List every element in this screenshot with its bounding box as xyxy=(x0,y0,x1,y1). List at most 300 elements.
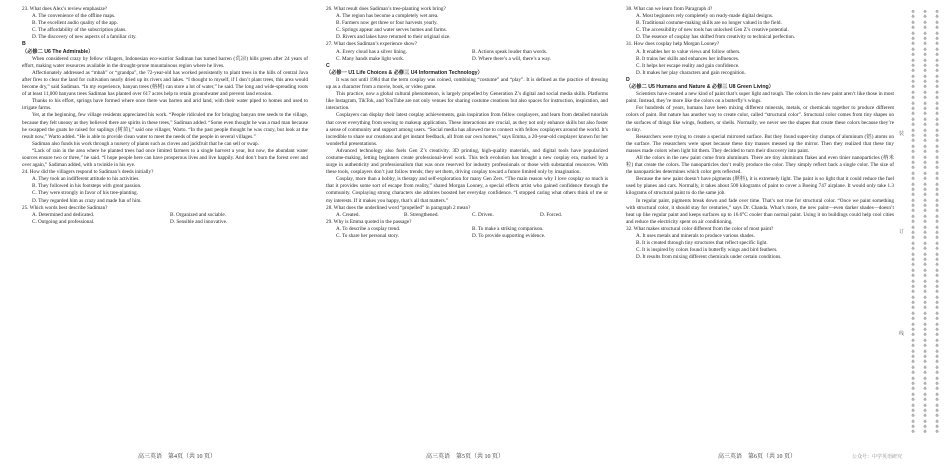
binding-mark: ※ xyxy=(935,349,939,355)
binding-mark: ※ xyxy=(935,414,939,420)
option-a: A. Most beginners rely completely on ready-made digital designs. xyxy=(636,13,774,20)
binding-mark: ※ xyxy=(935,20,939,26)
option-b: B. Organized and sociable. xyxy=(170,211,226,218)
binding-mark: ※ xyxy=(911,425,915,431)
binding-mark: ※ xyxy=(935,198,939,204)
binding-mark: ※ xyxy=(923,317,927,323)
passage-paragraph: Cosplayers can display their latest cosplay achievements, gain inspiration from fellow cosplayers, and learn from detailed tutorials that cover everything from sewing to makeup application. These interactions are crucial, as they not only enhance skills but also foster a sense of community and support among users. “Social media has allowed me to connect with fellow cosplayers around the world. It’s incredible to share our creations and get instant feedback, all from our own homes,” says Emma, a 20-year-old cosplayer known for her wonderful presentations. xyxy=(326,112,608,147)
binding-mark: ※ xyxy=(923,279,927,285)
binding-pattern xyxy=(907,10,943,440)
binding-mark: ※ xyxy=(911,139,915,145)
binding-mark: ※ xyxy=(923,42,927,48)
binding-mark: ※ xyxy=(923,306,927,312)
question-stem: 27. What does Sadiman’s experience show? xyxy=(326,41,417,48)
binding-mark: ※ xyxy=(911,419,915,425)
binding-mark: ※ xyxy=(923,311,927,317)
binding-mark: ※ xyxy=(911,241,915,247)
option-d: D. They regarded him as crazy and made fun of him. xyxy=(32,197,142,204)
binding-mark: ※ xyxy=(911,187,915,193)
side-label-xian: 线 xyxy=(899,331,905,337)
binding-mark: ※ xyxy=(935,101,939,107)
question-stem: 31. How does cosplay help Morgan Looney? xyxy=(626,41,720,48)
binding-mark: ※ xyxy=(935,225,939,231)
binding-mark: ※ xyxy=(911,133,915,139)
binding-mark: ※ xyxy=(911,247,915,253)
binding-mark: ※ xyxy=(935,284,939,290)
binding-mark: ※ xyxy=(911,414,915,420)
binding-mark: ※ xyxy=(935,355,939,360)
passage-paragraph: “Lack of rain in the area where he planted trees had once limited farmers to a single harvest a year, but now, the abundant water sources ensure two or three,” he said. “I hope people here can have prosperous lives and live happily. And don’t burn the forest over and over again,” Sadiman added, with a twinkle in his eye. xyxy=(22,147,308,169)
binding-mark: ※ xyxy=(935,231,939,237)
passage-paragraph: Yet, at the beginning, few village residents appreciated his work. “People ridiculed me for bringing banyan tree seeds to the village, because they felt uneasy as they believed there are spirits in these trees,” Sadiman added. “Some even thought he was a mad man because he swapped the goats he raised for saplings (树苗),” said one villager, Warto. “In the past people thought he was crazy, but look at the result now,” Warto added. “He is able to provide clean water to meet the needs of the people in several villages.” xyxy=(22,112,308,140)
option-c: C. Many hands make light work. xyxy=(336,55,405,62)
binding-mark: ※ xyxy=(923,263,927,269)
binding-mark: ※ xyxy=(923,74,927,80)
binding-mark: ※ xyxy=(935,263,939,269)
page-footer-6: 高三英语 第6页（共 10 页） xyxy=(718,454,797,460)
question-stem: 26. What result does Sadiman’s tree-planting work bring? xyxy=(326,6,446,12)
binding-mark: ※ xyxy=(935,144,939,150)
binding-mark: ※ xyxy=(935,15,939,21)
binding-mark: ※ xyxy=(923,387,927,393)
section-c-letter: C xyxy=(326,62,330,69)
option-a: A. Created. xyxy=(336,211,360,218)
option-a: A. The region has become a completely wet area. xyxy=(336,13,439,20)
binding-mark: ※ xyxy=(923,349,927,355)
question-29 xyxy=(326,219,608,240)
binding-mark: ※ xyxy=(911,117,915,123)
binding-mark: ※ xyxy=(923,36,927,42)
binding-mark: ※ xyxy=(935,80,939,86)
binding-mark: ※ xyxy=(935,241,939,247)
binding-mark: ※ xyxy=(935,133,939,139)
binding-mark: ※ xyxy=(911,182,915,188)
option-d: D. Sensible and innovative. xyxy=(170,218,228,225)
binding-mark: ※ xyxy=(923,333,927,339)
binding-mark: ※ xyxy=(923,225,927,231)
binding-mark: ※ xyxy=(911,252,915,258)
binding-mark: ※ xyxy=(911,209,915,215)
binding-mark: ※ xyxy=(911,112,915,118)
page-footer-5: 高三英语 第5页（共 10 页） xyxy=(426,454,505,460)
binding-mark: ※ xyxy=(923,31,927,37)
binding-mark: ※ xyxy=(911,123,915,129)
passage-paragraph: For hundreds of years, humans have been mixing different minerals, metals, or chemicals together to produce different colors of paint. But nature has another way to create color, called “structural color”. Structural color comes from tiny shapes on the surfaces of things like wings, feathers, or shells. Normally, we never see the shapes that create these colors because they’re so tiny. xyxy=(626,105,894,133)
binding-mark: ※ xyxy=(935,58,939,64)
option-d: D. The discovery of new aspects of a familiar city. xyxy=(32,34,137,41)
binding-mark: ※ xyxy=(935,317,939,323)
passage-paragraph: Affectionately addressed as “mbah” or “grandpa”, the 72-year-old has worked persistently to plant trees in the hills of central Java after fires to clear the land for cultivation nearly dried up its rivers and lakes. “I thought to myself, if I don’t plant trees, this area would become dry,” said Sadiman. “In my experience, banyan trees (榕树) can store a lot of water,” he said. The long and wide-spreading roots of at least 11,000 banyans trees Sadiman has planted over 617 acres help to retain groundwater and prevent land erosion. xyxy=(22,69,308,98)
option-d: D. To provide supporting evidence. xyxy=(472,233,546,239)
binding-mark: ※ xyxy=(923,365,927,371)
binding-mark: ※ xyxy=(911,355,915,360)
option-c: C. They were strongly in favor of his tree-planting. xyxy=(32,190,138,197)
option-a: A. The convenience of the offline maps. xyxy=(32,13,116,20)
binding-mark: ※ xyxy=(911,15,915,21)
binding-mark: ※ xyxy=(911,101,915,107)
section-b-title: （必修二 U6 The Admirable） xyxy=(22,48,94,55)
binding-mark: ※ xyxy=(935,26,939,32)
binding-mark: ※ xyxy=(923,322,927,328)
question-stem: 23. What does Alex’s review emphasize? xyxy=(22,6,108,12)
question-27 xyxy=(326,41,608,62)
binding-mark: ※ xyxy=(911,328,915,334)
binding-mark: ※ xyxy=(911,74,915,80)
watermark-credit: 公众号：中学英语研究 xyxy=(852,454,903,460)
binding-mark: ※ xyxy=(911,338,915,344)
option-a: A. Every cloud has a silver lining. xyxy=(336,48,407,55)
binding-mark: ※ xyxy=(923,128,927,134)
binding-mark: ※ xyxy=(911,20,915,26)
binding-mark: ※ xyxy=(923,187,927,193)
binding-mark: ※ xyxy=(911,204,915,210)
binding-mark: ※ xyxy=(911,90,915,96)
binding-mark: ※ xyxy=(911,295,915,301)
option-d: D. Where there’s a will, there’s a way. xyxy=(472,55,552,62)
binding-mark: ※ xyxy=(923,220,927,226)
binding-mark: ※ xyxy=(935,381,939,387)
binding-mark: ※ xyxy=(923,15,927,21)
option-a: A. Determined and dedicated. xyxy=(32,211,95,218)
binding-mark: ※ xyxy=(911,128,915,134)
option-c: C. Springs appear and water serves homes and farms. xyxy=(336,27,447,34)
binding-mark: ※ xyxy=(923,80,927,86)
binding-mark: ※ xyxy=(911,376,915,382)
passage-b xyxy=(22,56,308,170)
binding-mark: ※ xyxy=(935,425,939,431)
binding-mark: ※ xyxy=(923,371,927,377)
binding-mark: ※ xyxy=(923,171,927,177)
question-stem: 29. Why is Emma quoted in the passage? xyxy=(326,218,412,225)
binding-mark: ※ xyxy=(923,398,927,404)
binding-mark: ※ xyxy=(923,236,927,242)
binding-mark: ※ xyxy=(911,31,915,37)
binding-mark: ※ xyxy=(923,328,927,334)
binding-mark: ※ xyxy=(923,193,927,199)
binding-mark: ※ xyxy=(923,209,927,215)
option-c: C. To share her personal story. xyxy=(336,233,400,239)
section-d-title: （必修二 U5 Humans and Nature & 必修三 U8 Green Living） xyxy=(626,84,774,91)
binding-mark: ※ xyxy=(935,96,939,102)
binding-mark: ※ xyxy=(935,387,939,393)
binding-mark: ※ xyxy=(935,47,939,53)
binding-mark: ※ xyxy=(935,344,939,350)
binding-mark: ※ xyxy=(923,139,927,145)
binding-mark: ※ xyxy=(923,247,927,253)
question-31 xyxy=(626,41,894,76)
binding-mark: ※ xyxy=(935,150,939,156)
binding-mark: ※ xyxy=(935,36,939,42)
option-b: B. Traditional costume-making skills are no longer valued in the field. xyxy=(636,20,782,27)
binding-mark: ※ xyxy=(923,101,927,107)
binding-mark: ※ xyxy=(911,408,915,414)
binding-mark: ※ xyxy=(911,365,915,371)
binding-mark: ※ xyxy=(923,419,927,425)
binding-mark: ※ xyxy=(911,225,915,231)
binding-mark: ※ xyxy=(935,290,939,296)
binding-mark: ※ xyxy=(923,63,927,69)
binding-mark: ※ xyxy=(911,69,915,75)
binding-mark: ※ xyxy=(935,171,939,177)
question-30 xyxy=(626,6,894,41)
binding-mark: ※ xyxy=(923,10,927,15)
binding-mark: ※ xyxy=(911,349,915,355)
passage-paragraph: All the colors in the new paint come from aluminum. There are tiny aluminum flakes and even tinier nanoparticles (纳米粒) that create the colors. The nanoparticles don’t really produce the color. They simply reflect back a single color. The size of the nanoparticles determines which color gets reflected. xyxy=(626,154,894,176)
option-a: A. It uses metals and minerals to produce various shades. xyxy=(636,233,755,239)
binding-mark: ※ xyxy=(911,333,915,339)
binding-mark: ※ xyxy=(911,171,915,177)
binding-mark: ※ xyxy=(935,371,939,377)
option-b: B. They followed in his footsteps with great passion. xyxy=(32,183,142,190)
section-b-letter: B xyxy=(22,41,26,48)
binding-mark: ※ xyxy=(935,236,939,242)
option-b: B. The excellent audio quality of the app. xyxy=(32,20,118,27)
option-b: B. It is created through tiny structures that reflect specific light. xyxy=(636,240,768,247)
binding-mark: ※ xyxy=(923,344,927,350)
binding-mark: ※ xyxy=(935,177,939,183)
binding-mark: ※ xyxy=(923,295,927,301)
question-stem: 24. How did the villagers respond to Sadiman’s deeds initially? xyxy=(22,169,154,176)
binding-mark: ※ xyxy=(935,214,939,220)
binding-mark: ※ xyxy=(911,360,915,366)
option-c: C. Outgoing and professional. xyxy=(32,218,95,225)
passage-paragraph: Scientists have created a new kind of paint that’s super light and tough. The colors in the new paint aren’t like those in most paint. Instead, they’re more like the colors on a butterfly’s wings. xyxy=(626,91,894,105)
binding-mark: ※ xyxy=(911,107,915,113)
binding-mark: ※ xyxy=(935,247,939,253)
binding-mark: ※ xyxy=(935,338,939,344)
binding-mark: ※ xyxy=(923,53,927,59)
binding-mark: ※ xyxy=(923,85,927,91)
binding-mark: ※ xyxy=(923,160,927,166)
option-d: D. It results from mixing different chemicals under certain conditions. xyxy=(636,254,782,261)
question-stem: 30. What can we learn from Paragraph 4? xyxy=(626,6,713,12)
binding-mark: ※ xyxy=(911,274,915,280)
binding-mark: ※ xyxy=(923,96,927,102)
binding-mark: ※ xyxy=(923,290,927,296)
passage-paragraph: Sadiman also funds his work through a nursery of plants such as cloves and jackfruit that he can sell or swap. xyxy=(32,140,259,147)
question-25 xyxy=(22,205,308,226)
page4-column xyxy=(22,6,308,226)
binding-mark: ※ xyxy=(923,376,927,382)
binding-mark: ※ xyxy=(911,160,915,166)
binding-mark: ※ xyxy=(923,26,927,32)
binding-mark: ※ xyxy=(935,74,939,80)
binding-mark: ※ xyxy=(935,311,939,317)
binding-mark: ※ xyxy=(923,257,927,263)
binding-mark: ※ xyxy=(911,198,915,204)
binding-mark: ※ xyxy=(935,333,939,339)
binding-mark: ※ xyxy=(911,36,915,42)
binding-mark: ※ xyxy=(911,430,915,436)
option-a: A. It enables her to value views and follow others. xyxy=(636,48,741,55)
passage-paragraph: Because the new paint doesn’t have pigments (颜料), it is extremely light. The paint is so light that it could reduce the fuel used by planes and cars. Normally, it takes about 500 kilograms of paint to cover a Boeing 747 airplane. It would only take 1.3 kilograms of structural paint to do the same job. xyxy=(626,176,894,197)
binding-mark: ※ xyxy=(923,198,927,204)
binding-mark: ※ xyxy=(911,344,915,350)
binding-mark: ※ xyxy=(935,85,939,91)
binding-mark: ※ xyxy=(911,53,915,59)
binding-mark: ※ xyxy=(911,301,915,307)
binding-mark: ※ xyxy=(923,150,927,156)
binding-mark: ※ xyxy=(911,96,915,102)
option-c: C. Driven. xyxy=(472,211,494,218)
binding-mark: ※ xyxy=(923,155,927,161)
binding-mark: ※ xyxy=(935,252,939,258)
passage-paragraph: This practice, now a global cultural phenomenon, is largely propelled by Generation Z’s digital and social media skills. Platforms like Instagram, TikTok, and YouTube are not only venues for sharing costume creations but also spaces for instruction, inspiration, and interaction. xyxy=(326,91,608,112)
binding-mark: ※ xyxy=(923,214,927,220)
binding-mark: ※ xyxy=(923,414,927,420)
binding-mark: ※ xyxy=(923,231,927,237)
passage-paragraph: In regular paint, pigments break down and fade over time. That’s not true for structural color. “Once we paint something with structural color, it should stay for centuries,” says Dr. Chanda. What’s more, the new paint—even darker shades—doesn’t heat up like regular paint and keeps surfaces up to 16.6°C cooler than normal paint. Using it on buildings could help cool cities and reduce the electricity spent on air conditioning. xyxy=(626,197,894,225)
binding-mark: ※ xyxy=(911,155,915,161)
binding-mark: ※ xyxy=(935,123,939,129)
binding-mark: ※ xyxy=(923,112,927,118)
binding-mark: ※ xyxy=(911,144,915,150)
binding-mark: ※ xyxy=(935,365,939,371)
binding-mark: ※ xyxy=(923,338,927,344)
option-d: D. Rivers and lakes have returned to their original size. xyxy=(336,34,451,41)
binding-mark: ※ xyxy=(923,20,927,26)
option-b: B. To make a striking comparison. xyxy=(472,225,544,232)
binding-mark: ※ xyxy=(923,403,927,409)
binding-mark: ※ xyxy=(935,182,939,188)
binding-mark: ※ xyxy=(911,371,915,377)
binding-mark: ※ xyxy=(935,268,939,274)
side-label-ding: 订 xyxy=(899,229,905,235)
binding-mark: ※ xyxy=(935,90,939,96)
binding-mark: ※ xyxy=(923,90,927,96)
option-c: C. It helps her escape reality and gain confidence. xyxy=(636,62,740,69)
binding-mark: ※ xyxy=(911,214,915,220)
binding-mark: ※ xyxy=(911,263,915,269)
binding-mark: ※ xyxy=(935,376,939,382)
binding-mark: ※ xyxy=(935,187,939,193)
side-label-zhuang: 装 xyxy=(899,131,905,137)
passage-c xyxy=(326,77,608,205)
binding-mark: ※ xyxy=(911,193,915,199)
binding-mark: ※ xyxy=(923,58,927,64)
binding-mark: ※ xyxy=(923,408,927,414)
binding-mark: ※ xyxy=(923,144,927,150)
binding-mark: ※ xyxy=(935,155,939,161)
binding-mark: ※ xyxy=(911,290,915,296)
binding-mark: ※ xyxy=(935,107,939,113)
option-c: C. It is inspired by colors found in butterfly wings and bird feathers. xyxy=(636,247,778,254)
binding-mark: ※ xyxy=(911,42,915,48)
binding-mark: ※ xyxy=(911,166,915,172)
page-footer-4: 高三英语 第4页（共 10 页） xyxy=(138,454,217,460)
binding-mark: ※ xyxy=(935,398,939,404)
binding-mark: ※ xyxy=(911,85,915,91)
binding-mark: ※ xyxy=(935,408,939,414)
option-b: B. It trains her skills and enhances her influences. xyxy=(636,55,740,62)
binding-mark: ※ xyxy=(935,139,939,145)
binding-mark: ※ xyxy=(935,209,939,215)
binding-mark: ※ xyxy=(935,42,939,48)
option-b: B. Farmers now get three or four harvests yearly. xyxy=(336,20,438,27)
binding-mark: ※ xyxy=(935,328,939,334)
binding-mark: ※ xyxy=(935,193,939,199)
option-b: B. Actions speak louder than words. xyxy=(472,48,548,55)
binding-mark: ※ xyxy=(935,360,939,366)
binding-mark: ※ xyxy=(911,398,915,404)
option-b: B. Strengthened. xyxy=(404,211,439,218)
binding-mark: ※ xyxy=(935,63,939,69)
binding-mark: ※ xyxy=(911,236,915,242)
binding-mark: ※ xyxy=(911,177,915,183)
question-stem: 32. What makes structural color different from the color of most paint? xyxy=(626,225,774,232)
binding-mark: ※ xyxy=(935,117,939,123)
binding-mark: ※ xyxy=(935,166,939,172)
binding-mark: ※ xyxy=(911,10,915,15)
question-32 xyxy=(626,226,894,261)
binding-mark: ※ xyxy=(935,295,939,301)
binding-mark: ※ xyxy=(911,311,915,317)
page5-column xyxy=(326,6,608,240)
option-c: C. The accessibility of new tools has unlocked Gen Z’s creative potential. xyxy=(636,27,789,34)
binding-mark: ※ xyxy=(923,355,927,360)
binding-mark: ※ xyxy=(911,403,915,409)
binding-mark: ※ xyxy=(935,128,939,134)
binding-mark: ※ xyxy=(911,150,915,156)
binding-mark: ※ xyxy=(935,301,939,307)
binding-mark: ※ xyxy=(935,430,939,436)
passage-paragraph: Advanced technology also fuels Gen Z’s creativity. 3D printing, high-quality materials, and digital tools have popularized costume-making, letting beginners create professional-level work. This tech evolution has brought a new cosplay era, marked by a surge in authenticity and professionalism that was once reserved for industry professionals or those with substantial resources. With these tools, cosplayers don’t just follow trends; they set them, driving cosplay toward a future limited only by imagination. xyxy=(326,147,608,176)
binding-mark: ※ xyxy=(911,58,915,64)
section-d-letter: D xyxy=(626,76,630,83)
binding-mark: ※ xyxy=(911,387,915,393)
page6-column xyxy=(626,6,894,261)
question-26 xyxy=(326,6,608,41)
binding-mark: ※ xyxy=(911,306,915,312)
binding-mark: ※ xyxy=(935,160,939,166)
passage-paragraph: It was not until 1984 that the term cosplay was coined, combining “costume” and “play”. It is defined as the practice of dressing up as a character from a movie, book, or video game. xyxy=(326,76,608,91)
binding-mark: ※ xyxy=(923,425,927,431)
binding-mark: ※ xyxy=(935,204,939,210)
binding-mark: ※ xyxy=(923,182,927,188)
binding-mark: ※ xyxy=(923,268,927,274)
binding-mark: ※ xyxy=(935,69,939,75)
binding-mark: ※ xyxy=(923,360,927,366)
binding-mark: ※ xyxy=(923,123,927,129)
passage-paragraph: Cosplay, more than a hobby, is therapy and self-exploration for many Gen Zers. “The main reason why I love cosplay so much is that it provides some sort of escape from reality,” shared Morgan Looney, a special effects artist who gained confidence through the community. Cosplaying strong characters she admires boosted her everyday confidence. “I stopped caring what others think of me or my interests. If it makes you happy, that’s all that matters.” xyxy=(326,176,608,204)
option-d: D. Forced. xyxy=(540,211,563,218)
binding-mark: ※ xyxy=(923,430,927,436)
binding-mark: ※ xyxy=(935,403,939,409)
binding-mark: ※ xyxy=(923,381,927,387)
question-stem: 25. Which words best describe Sadiman? xyxy=(22,204,108,211)
question-23 xyxy=(22,6,308,41)
binding-mark: ※ xyxy=(923,274,927,280)
binding-mark: ※ xyxy=(935,220,939,226)
binding-mark: ※ xyxy=(923,241,927,247)
binding-mark: ※ xyxy=(911,392,915,398)
binding-mark: ※ xyxy=(911,284,915,290)
binding-mark: ※ xyxy=(923,117,927,123)
binding-mark: ※ xyxy=(923,166,927,172)
binding-mark: ※ xyxy=(935,10,939,15)
binding-mark: ※ xyxy=(923,392,927,398)
binding-mark: ※ xyxy=(911,317,915,323)
option-d: D. The essence of cosplay has shifted from creativity to technical perfection. xyxy=(636,34,796,41)
question-stem: 28. What does the underlined word “propelled” in paragraph 2 mean? xyxy=(326,204,471,211)
binding-mark: ※ xyxy=(911,47,915,53)
binding-mark: ※ xyxy=(911,257,915,263)
binding-mark: ※ xyxy=(911,220,915,226)
binding-mark: ※ xyxy=(911,268,915,274)
binding-mark: ※ xyxy=(923,301,927,307)
question-24 xyxy=(22,169,308,204)
option-d: D. It makes her play characters and gain recognition. xyxy=(636,69,746,76)
